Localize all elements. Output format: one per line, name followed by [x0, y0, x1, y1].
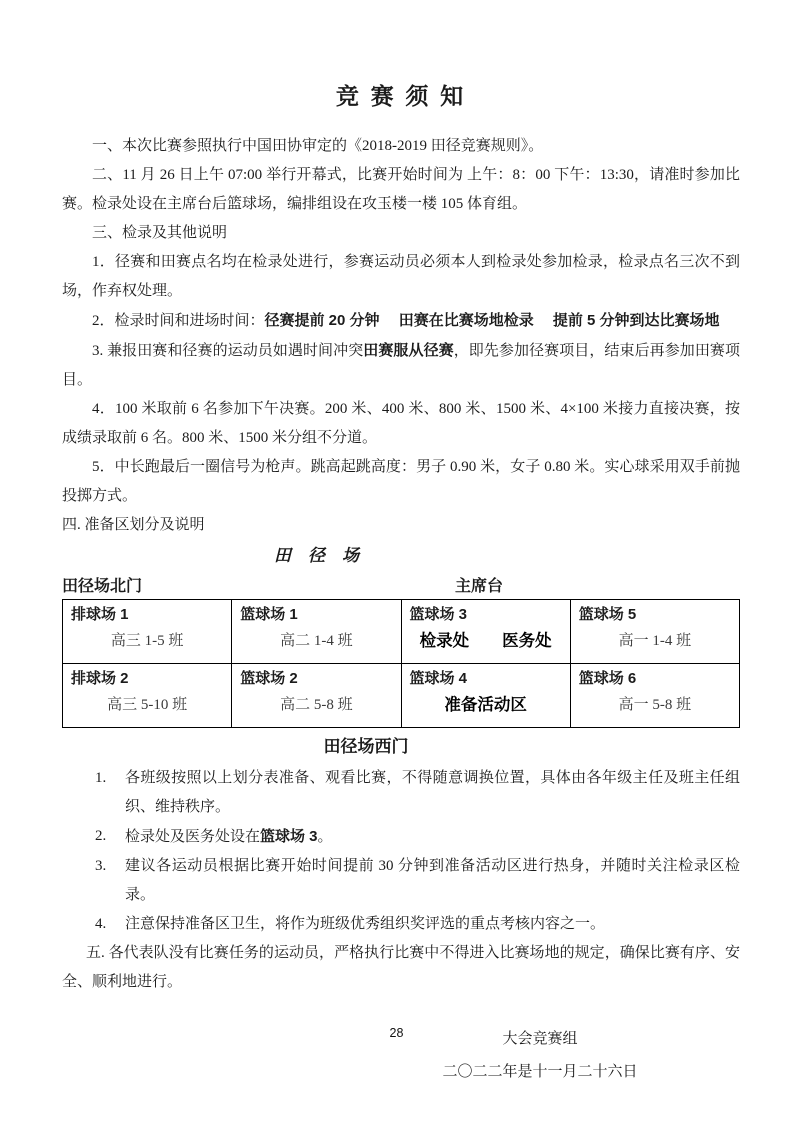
west-note-4: 4. 注意保持准备区卫生，将作为班级优秀组织奖评选的重点考核内容之一。 [95, 916, 606, 932]
item3-prefix: 3. 兼报田赛和径赛的运动员如遇时间冲突 [92, 343, 364, 359]
layout-cell-volleyball-1: 排球场 1 高三 1-5 班 [63, 600, 232, 664]
table-row [63, 664, 740, 728]
field-title: 田 径 场 [274, 546, 359, 565]
gate-labels-row [62, 574, 740, 599]
field-layout-table [62, 599, 740, 728]
section3-item5: 5．中长跑最后一圈信号为枪声。跳高起跳高度：男子 0.90 米，女子 0.80 米。实心球采用双手前抛投掷方式。 [62, 459, 740, 504]
west-note-2-bold: 篮球场 3 [260, 828, 318, 845]
paragraph-schedule: 二、11 月 26 日上午 07:00 举行开幕式，比赛开始时间为 上午：8：00 下午：13:30，请准时参加比赛。检录处设在主席台后篮球场，编排组设在攻玉楼一楼 105 体育组。 [62, 167, 740, 212]
page-number: 28 [389, 1026, 404, 1040]
paragraph-rules-reference: 一、本次比赛参照执行中国田协审定的《2018-2019 田径竞赛规则》。 [92, 138, 544, 154]
section3-item1: 1．径赛和田赛点名均在检录处进行，参赛运动员必须本人到检录处参加检录，检录点名三次不到场，作弃权处理。 [62, 254, 740, 299]
section3-heading: 三、检录及其他说明 [92, 225, 228, 241]
west-note-3: 3. 建议各运动员根据比赛开始时间提前 30 分钟到准备活动区进行热身，并随时关注检录区检录。 [95, 858, 740, 903]
layout-cell-basketball-2: 篮球场 2 高二 5-8 班 [232, 664, 401, 728]
section3-item4: 4．100 米取前 6 名参加下午决赛。200 米、400 米、800 米、1500 米、4×100 米接力直接决赛，按成绩录取前 6 名。800 米、1500 米分组不分道。 [62, 401, 740, 446]
layout-cell-basketball-5: 篮球场 5 高一 1-4 班 [570, 600, 739, 664]
page-title: 竞 赛 须 知 [335, 84, 467, 109]
north-gate-label: 田径场北门 [62, 578, 143, 595]
layout-cell-volleyball-2: 排球场 2 高三 5-10 班 [63, 664, 232, 728]
layout-cell-basketball-4: 篮球场 4 准备活动区 [401, 664, 570, 728]
rostrum-label: 主席台 [455, 578, 504, 595]
section5-paragraph: 五. 各代表队没有比赛任务的运动员，严格执行比赛中不得进入比赛场地的规定，确保比赛有序、安全、顺利地进行。 [62, 945, 740, 990]
item2-bold-text: 径赛提前 20 分钟 田赛在比赛场地检录 提前 5 分钟到达比赛场地 [264, 312, 720, 329]
item3-bold-text: 田赛服从径赛 [363, 342, 454, 359]
layout-cell-basketball-3: 篮球场 3 检录处 医务处 [401, 600, 570, 664]
west-gate-label: 田径场西门 [323, 737, 409, 756]
west-note-1: 1. 各班级按照以上划分表准备、观看比赛，不得随意调换位置，具体由各年级主任及班主任组织、维持秩序。 [95, 770, 740, 815]
layout-cell-basketball-6: 篮球场 6 高一 5-8 班 [570, 664, 739, 728]
section4-heading: 四. 准备区划分及说明 [62, 517, 205, 533]
signature-date: 二〇二二年是十一月二十六日 [442, 1064, 638, 1080]
signature-org: 大会竞赛组 [502, 1031, 578, 1047]
table-row [63, 600, 740, 664]
section3-item2 [62, 306, 740, 336]
item3-suffix: ，即先参加径赛项目，结束后再参加田赛项目。 [62, 343, 740, 388]
item2-prefix: 2．检录时间和进场时间： [92, 313, 265, 329]
layout-cell-basketball-1: 篮球场 1 高二 1-4 班 [232, 600, 401, 664]
section3-item3 [62, 336, 740, 395]
west-note-2: 2. 检录处及医务处设在篮球场 3。 [95, 828, 333, 845]
